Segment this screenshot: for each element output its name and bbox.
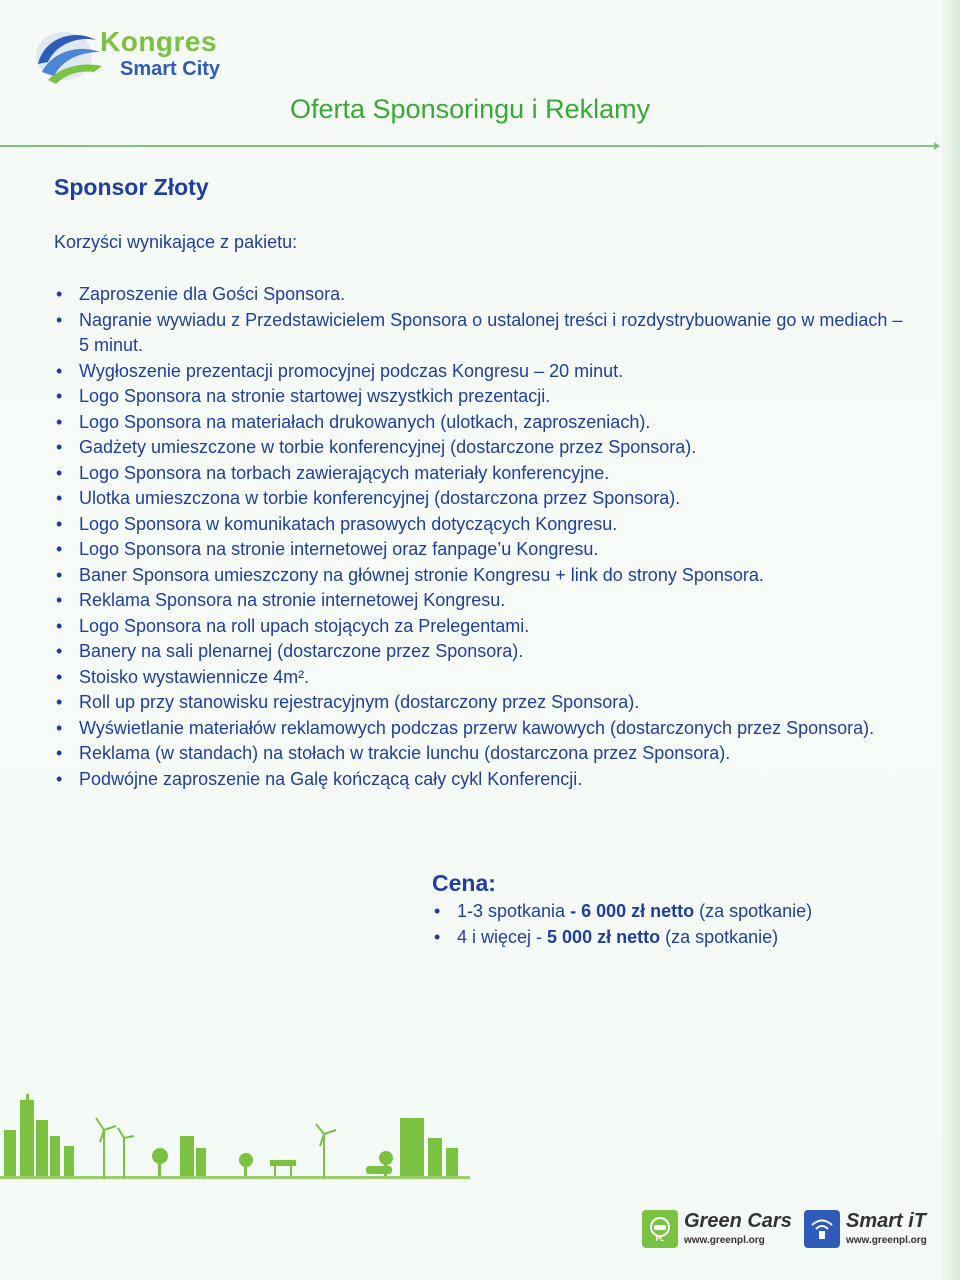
header-divider	[0, 145, 936, 147]
car-plug-icon	[646, 1216, 674, 1242]
price-item	[432, 924, 812, 950]
wifi-icon	[808, 1216, 836, 1242]
logo-text-kongres: Kongres	[100, 26, 218, 57]
green-cars-logo	[642, 1210, 792, 1252]
section-title: Sponsor Złoty	[54, 174, 209, 200]
price-item	[432, 898, 812, 924]
kongres-logo	[34, 24, 234, 88]
smart-it-badge	[804, 1210, 840, 1248]
price-prefix: 1-3 spotkania	[457, 901, 571, 921]
benefit-item: • Reklama (w standach) na stołach w trakcie lunchu (dostarczona przez Sponsora).	[54, 741, 914, 767]
benefit-item: • Logo Sponsora na stronie startowej wszystkich prezentacji.	[54, 384, 914, 410]
benefit-item: • Logo Sponsora na stronie internetowej oraz fanpage’u Kongresu.	[54, 537, 914, 563]
benefit-item: • Wygłoszenie prezentacji promocyjnej podczas Kongresu – 20 minut.	[54, 359, 914, 385]
price-amount: - 6 000 zł netto	[570, 901, 695, 921]
benefit-item: • Banery na sali plenarnej (dostarczone przez Sponsora).	[54, 639, 914, 665]
header-divider-arrow	[934, 142, 940, 150]
benefit-item: • Logo Sponsora na torbach zawierających materiały konferencyjne.	[54, 461, 914, 487]
benefit-item: • Logo Sponsora w komunikatach prasowych dotyczących Kongresu.	[54, 512, 914, 538]
benefit-item: • Ulotka umieszczona w torbie konferencyjnej (dostarczona przez Sponsora).	[54, 486, 914, 512]
benefit-item: • Podwójne zaproszenie na Galę kończącą cały cykl Konferencji.	[54, 767, 914, 793]
price-title: Cena:	[432, 870, 496, 896]
price-list	[432, 898, 812, 950]
logo-text-smart-city: Smart City	[120, 58, 221, 80]
price-prefix: 4 i więcej -	[457, 927, 548, 947]
swirl-logo-icon	[34, 26, 104, 86]
benefit-item: • Logo Sponsora na materiałach drukowanych (ulotkach, zaproszeniach).	[54, 410, 914, 436]
page-title: Oferta Sponsoringu i Reklamy	[290, 94, 651, 124]
benefit-item: • Reklama Sponsora na stronie internetowej Kongresu.	[54, 588, 914, 614]
green-cars-badge-text: PL	[655, 1236, 665, 1242]
green-cars-title: Green Cars	[684, 1210, 792, 1232]
green-cars-url: www.greenpl.org	[684, 1235, 765, 1246]
right-decor-stripe	[942, 0, 960, 1280]
price-suffix: (za spotkanie)	[660, 927, 779, 947]
green-city-illustration	[0, 1090, 470, 1180]
benefit-item: • Baner Sponsora umieszczony na głównej stronie Kongresu + link do strony Sponsora.	[54, 563, 914, 589]
benefit-item: • Stoisko wystawiennicze 4m².	[54, 665, 914, 691]
benefit-item: • Gadżety umieszczone w torbie konferencyjnej (dostarczone przez Sponsora).	[54, 435, 914, 461]
benefit-item: • Logo Sponsora na roll upach stojących za Prelegentami.	[54, 614, 914, 640]
smart-it-logo	[804, 1210, 934, 1252]
benefits-list	[54, 282, 914, 792]
smart-it-url: www.greenpl.org	[846, 1235, 927, 1246]
benefit-item: • Nagranie wywiadu z Przedstawicielem Sponsora o ustalonej treści i rozdystrybuowanie go w mediach – 5 minut.	[54, 308, 914, 359]
price-suffix: (za spotkanie)	[694, 901, 813, 921]
price-amount: 5 000 zł netto	[547, 927, 661, 947]
benefit-item: • Roll up przy stanowisku rejestracyjnym (dostarczony przez Sponsora).	[54, 690, 914, 716]
benefit-item: • Zaproszenie dla Gości Sponsora.	[54, 282, 914, 308]
section-intro: Korzyści wynikające z pakietu:	[54, 232, 298, 252]
benefit-item: • Wyświetlanie materiałów reklamowych podczas przerw kawowych (dostarczonych przez Sponsora).	[54, 716, 914, 742]
green-cars-badge	[642, 1210, 678, 1248]
smart-it-title: Smart iT	[846, 1210, 927, 1232]
